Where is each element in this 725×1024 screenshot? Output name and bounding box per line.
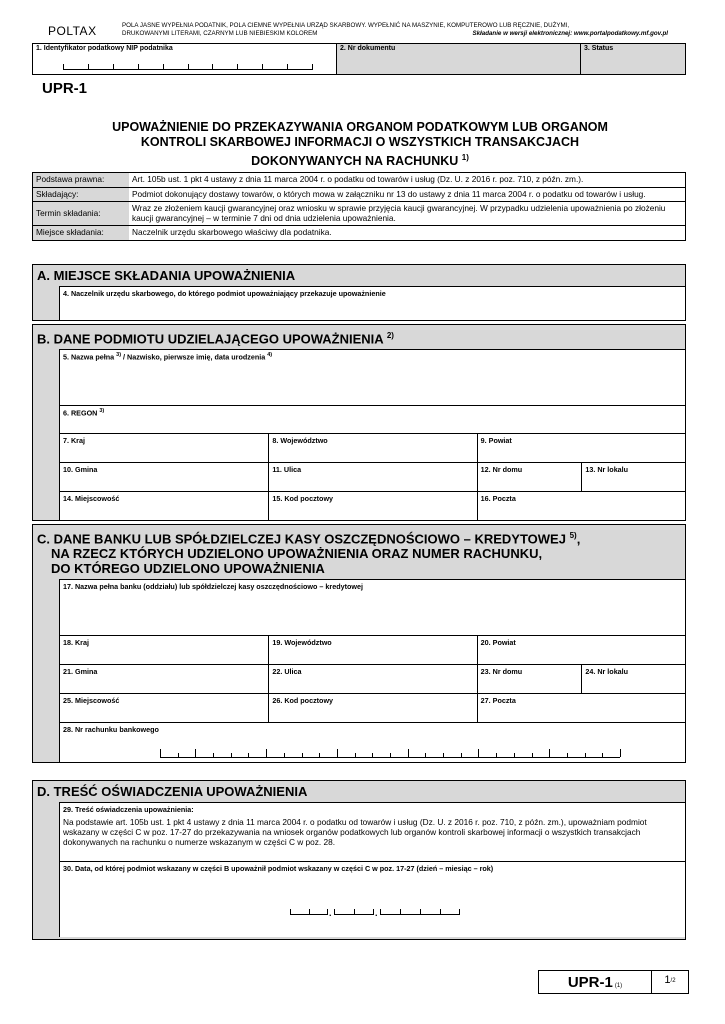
info-value: Podmiot dokonujący dostawy towarów, o których mowa w załączniku nr 13 do ustawy z dnia 11 marca 2004 r. o podatku od towarów i usług.	[129, 188, 685, 202]
nip-field[interactable]	[33, 44, 337, 74]
country-field[interactable]: 7. Kraj	[59, 434, 268, 462]
page-number: 1 /2	[664, 974, 676, 986]
regon-field[interactable]: 6. REGON $^{3)}$	[59, 406, 685, 433]
street-field[interactable]: 11. Ulica	[268, 463, 476, 491]
info-row	[33, 226, 685, 240]
info-value: Naczelnik urzędu skarbowego właściwy dla podatnika.	[129, 226, 685, 240]
field-row	[59, 693, 685, 722]
nip-label: 1. Identyfikator podatkowy NIP podatnika	[36, 45, 173, 52]
info-value: Wraz ze złożeniem kaucji gwarancyjnej oraz wniosku w sprawie przyjęcia kaucji gwarancyjnej. W przypadku udzielenia upoważnienia po złożeniu kaucji gwarancyjnej – w terminie 7 dni od dnia udzielenia upoważnienia.	[129, 202, 685, 225]
form-title	[40, 120, 680, 169]
poltax-logo: POLTAX	[48, 24, 97, 38]
instructions-line-1: POLA JASNE WYPEŁNIA PODATNIK, POLA CIEMNE WYPEŁNIA URZĄD SKARBOWY. WYPEŁNIĆ NA MASZYNIE, KOMPUTEROWO LUB RĘCZNIE, DUŻYMI,	[122, 22, 570, 29]
footer-form-code: UPR-1 (1)	[539, 971, 652, 993]
instructions-line-2: DRUKOWANYMI LITERAMI, CZARNYM LUB NIEBIESKIM KOLOREM	[122, 30, 318, 37]
section-d-heading: D. TREŚĆ OŚWIADCZENIA UPOWAŻNIENIA	[37, 784, 308, 799]
statement-field: 29. Treść oświadczenia upoważnienia: Na podstawie art. 105b ust. 1 pkt 4 ustawy z dnia 11 marca 2004 r. o podatku od towarów i usług (Dz. U. z 2016 r. poz. 710, z późn. zm.), upoważniam podmiot wskazany w części C w poz. 17-27 do przekazywania na wniosek organów podatkowych lub organów kontroli skarbowej informacji o wszystkich transakcjach dokonywanych na rachunku o numerze wskazanym w części C w poz. 28.	[59, 803, 685, 861]
status-field	[581, 44, 685, 74]
nip-boxes	[63, 64, 313, 70]
field-row	[59, 462, 685, 491]
post-office-field[interactable]: 16. Poczta	[477, 492, 685, 520]
section-d-body	[59, 802, 685, 937]
page-footer	[538, 970, 689, 994]
county-field[interactable]: 9. Powiat	[477, 434, 685, 462]
field-row	[59, 349, 685, 405]
statement-text: Na podstawie art. 105b ust. 1 pkt 4 ustawy z dnia 11 marca 2004 r. o podatku od towarów i usług (Dz. U. z 2016 r. poz. 710, z późn. zm.), upoważniam podmiot wskazany w części C w poz. 17-27 do przekazywania na wniosek organów podatkowych lub organów kontroli skarbowej informacji o wszystkich transakcjach dokonywanych na rachunku o numerze wskazanym w części C w poz. 28.	[63, 817, 647, 847]
day-boxes	[290, 909, 328, 915]
title-line-1: UPOWAŻNIENIE DO PRZEKAZYWANIA ORGANOM PODATKOWYM LUB ORGANOM	[112, 120, 608, 134]
info-value: Art. 105b ust. 1 pkt 4 ustawy z dnia 11 marca 2004 r. o podatku od towarów i usług (Dz. U. z 2016 r. poz. 710, z późn. zm.).	[129, 173, 685, 187]
tax-office-field[interactable]	[59, 287, 685, 320]
section-a-body	[59, 286, 685, 320]
bank-house-number-field[interactable]: 23. Nr domu	[477, 665, 582, 693]
field-row	[59, 579, 685, 635]
year-boxes	[380, 909, 460, 915]
title-line-3: DOKONYWANYCH NA RACHUNKU $^{1)}$	[251, 153, 469, 169]
month-boxes	[334, 909, 374, 915]
bank-street-field[interactable]: 22. Ulica	[268, 665, 476, 693]
section-d	[32, 780, 686, 940]
bank-name-field[interactable]: 17. Nazwa pełna banku (oddziału) lub spółdzielczej kasy oszczędnościowo – kredytowej	[59, 580, 685, 635]
bank-postal-code-field[interactable]: 26. Kod pocztowy	[268, 694, 476, 722]
field-row	[59, 722, 685, 762]
document-number-field	[337, 44, 581, 74]
info-row	[33, 202, 685, 226]
field-row	[59, 635, 685, 664]
tax-office-label: 4. Naczelnik urzędu skarbowego, do którego podmiot upoważniający przekazuje upoważnienie	[63, 289, 386, 298]
section-b-body	[59, 349, 685, 520]
section-c-heading: C. DANE BANKU LUB SPÓŁDZIELCZEJ KASY OSZCZĘDNOŚCIOWO – KREDYTOWEJ $^{5)}$, NA RZECZ KTÓRYCH UDZIELONO UPOWAŻNIENIA ORAZ NUMER RACHUNKU, DO KTÓREGO UDZIELONO UPOWAŻNIENIA	[37, 531, 581, 577]
field-row	[59, 491, 685, 520]
commune-field[interactable]: 10. Gmina	[59, 463, 268, 491]
info-row	[33, 188, 685, 203]
city-field[interactable]: 14. Miejscowość	[59, 492, 268, 520]
authorization-date-field[interactable]: 30. Data, od której podmiot wskazany w części B upoważnił podmiot wskazany w części C w poz. 17-27 (dzień – miesiąc – rok) . .	[59, 862, 685, 937]
account-number-boxes	[160, 750, 620, 758]
document-number-label: 2. Nr dokumentu	[340, 45, 396, 52]
info-label: Termin składania:	[36, 207, 101, 218]
field-row	[59, 433, 685, 462]
bank-apartment-number-field[interactable]: 24. Nr lokalu	[581, 665, 685, 693]
identification-header	[32, 43, 686, 75]
field-row	[59, 405, 685, 433]
section-b	[32, 324, 686, 521]
bank-commune-field[interactable]: 21. Gmina	[59, 665, 268, 693]
full-name-field[interactable]: 5. Nazwa pełna $^{3)}$ / Nazwisko, pierwsze imię, data urodzenia $^{4)}$	[59, 350, 685, 405]
info-label: Miejsce składania:	[36, 227, 104, 237]
section-c-body	[59, 579, 685, 762]
apartment-number-field[interactable]: 13. Nr lokalu	[581, 463, 685, 491]
account-number-field[interactable]: 28. Nr rachunku bankowego	[59, 723, 685, 762]
info-row	[33, 173, 685, 188]
bank-county-field[interactable]: 20. Powiat	[477, 636, 685, 664]
info-label: Podstawa prawna:	[36, 174, 105, 184]
form-code: UPR-1	[42, 80, 88, 97]
title-line-2: KONTROLI SKARBOWEJ INFORMACJI O WSZYSTKICH TRANSAKCJACH	[140, 135, 580, 149]
bank-post-office-field[interactable]: 27. Poczta	[477, 694, 685, 722]
field-row	[59, 861, 685, 937]
status-label: 3. Status	[584, 45, 614, 52]
info-label: Składający:	[36, 188, 79, 199]
section-b-heading: B. DANE PODMIOTU UDZIELAJĄCEGO UPOWAŻNIENIA $^{2)}$	[37, 331, 394, 347]
bank-country-field[interactable]: 18. Kraj	[59, 636, 268, 664]
legal-info-table	[32, 172, 686, 241]
house-number-field[interactable]: 12. Nr domu	[477, 463, 582, 491]
section-a-heading: A. MIEJSCE SKŁADANIA UPOWAŻNIENIA	[37, 268, 296, 283]
section-c	[32, 524, 686, 763]
voivodeship-field[interactable]: 8. Województwo	[268, 434, 476, 462]
section-a	[32, 264, 686, 321]
field-row	[59, 664, 685, 693]
electronic-filing-note: Składanie w wersji elektronicznej: www.portalpodatkowy.mf.gov.pl	[472, 30, 668, 37]
bank-city-field[interactable]: 25. Miejscowość	[59, 694, 268, 722]
instructions-note	[122, 22, 682, 38]
postal-code-field[interactable]: 15. Kod pocztowy	[268, 492, 476, 520]
field-row	[59, 286, 685, 320]
bank-voivodeship-field[interactable]: 19. Województwo	[268, 636, 476, 664]
field-row	[59, 802, 685, 861]
